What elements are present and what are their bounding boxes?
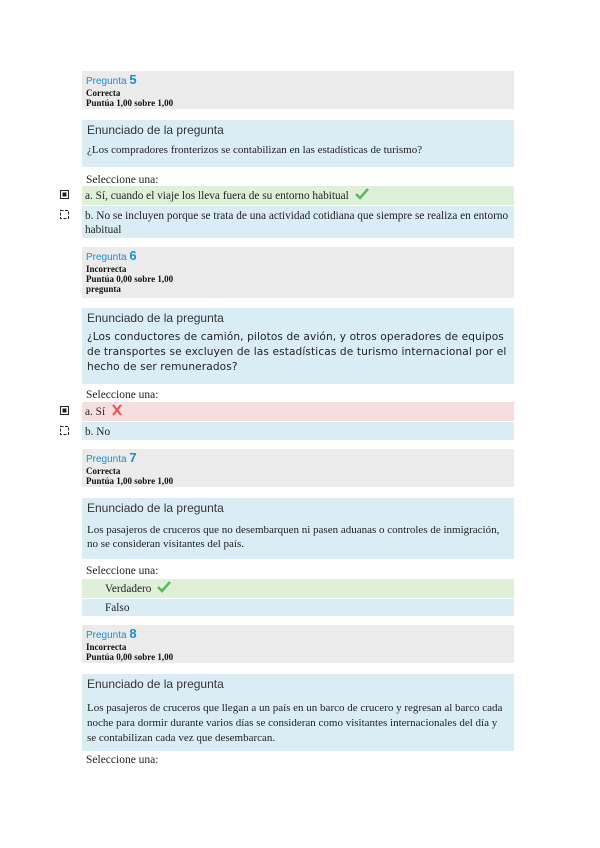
question-label	[82, 247, 514, 264]
question-status: Incorrecta	[86, 264, 127, 274]
option-7-false[interactable]	[82, 599, 514, 616]
option-6a[interactable]	[82, 402, 514, 421]
question-7-statement	[82, 498, 514, 559]
question-5-info	[82, 71, 514, 109]
check-icon	[157, 581, 171, 597]
option-5a[interactable]	[82, 186, 514, 205]
select-one-label: Seleccione una:	[86, 389, 159, 401]
option-5b[interactable]	[82, 206, 514, 238]
question-label	[82, 71, 514, 88]
question-word: Pregunta	[86, 454, 127, 465]
question-score: Puntúa 1,00 sobre 1,00	[86, 476, 174, 486]
statement-text: Los pasajeros de cruceros que llegan a un país en un barco de crucero y regresan al barco cada noche para dormir durante varios días se consideran como visitantes internacionales del día y se contabilizan cada vez que desembarcan.	[87, 702, 503, 744]
question-status: Correcta	[86, 466, 121, 476]
option-label: Verdadero	[105, 583, 152, 595]
radio-unselected[interactable]	[60, 426, 69, 435]
question-status: Incorrecta	[86, 642, 127, 652]
select-one-label: Seleccione una:	[86, 754, 159, 766]
radio-selected[interactable]	[60, 406, 69, 415]
question-8-statement	[82, 674, 514, 751]
question-score: Puntúa 0,00 sobre 1,00	[86, 652, 174, 662]
statement-text: Los pasajeros de cruceros que no desembarquen ni pasen aduanas o controles de inmigración, no se consideran visitantes del país.	[87, 524, 500, 550]
statement-title: Enunciado de la pregunta	[87, 123, 224, 137]
question-score: Puntúa 0,00 sobre 1,00	[86, 274, 174, 284]
radio-unselected[interactable]	[60, 210, 69, 219]
option-label: b. No	[85, 426, 111, 438]
option-label: Falso	[105, 602, 130, 614]
statement-title: Enunciado de la pregunta	[87, 311, 224, 325]
question-6-statement	[82, 308, 514, 384]
select-one-label: Seleccione una:	[86, 565, 159, 577]
option-6b[interactable]	[82, 422, 514, 440]
cross-icon	[111, 404, 123, 420]
question-word: Pregunta	[86, 76, 127, 87]
question-7-info	[82, 449, 514, 487]
question-extra: pregunta	[86, 284, 121, 294]
option-label: a. Sí	[85, 406, 106, 418]
option-7-true[interactable]	[82, 579, 514, 598]
question-number: 7	[129, 450, 137, 465]
option-label: b. No se incluyen porque se trata de una actividad cotidiana que siempre se realiza en entorno habitual	[85, 210, 509, 236]
radio-selected[interactable]	[60, 190, 69, 199]
question-8-info	[82, 625, 514, 663]
statement-text: ¿Los compradores fronterizos se contabilizan en las estadísticas de turismo?	[87, 144, 423, 156]
question-word: Pregunta	[86, 252, 127, 263]
question-status: Correcta	[86, 88, 121, 98]
question-number: 6	[129, 248, 137, 263]
statement-title: Enunciado de la pregunta	[87, 677, 224, 691]
select-one-label: Seleccione una:	[86, 174, 159, 186]
question-5-statement	[82, 120, 514, 167]
question-label	[82, 625, 514, 642]
check-icon	[355, 188, 369, 204]
statement-text: ¿Los conductores de camión, pilotos de avión, y otros operadores de equipos de transportes se excluyen de las estadísticas de turismo internacional por el hecho de ser remunerados?	[87, 331, 507, 373]
question-number: 8	[129, 626, 137, 641]
option-label: a. Sí, cuando el viaje los lleva fuera de su entorno habitual	[85, 190, 349, 202]
question-6-info	[82, 247, 514, 298]
statement-title: Enunciado de la pregunta	[87, 501, 224, 515]
question-label	[82, 449, 514, 466]
question-score: Puntúa 1,00 sobre 1,00	[86, 98, 174, 108]
question-word: Pregunta	[86, 630, 127, 641]
question-number: 5	[129, 72, 137, 87]
